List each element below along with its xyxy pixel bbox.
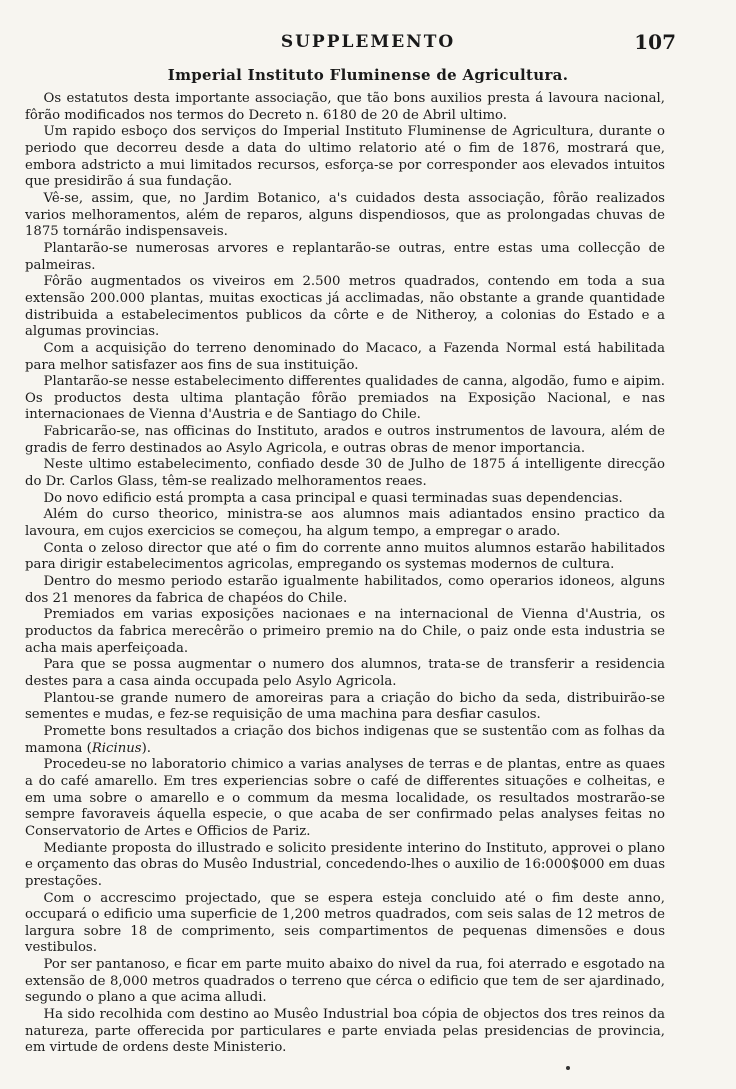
paragraph: Ha sido recolhida com destino ao Musêo Industrial boa cópia de objectos dos tres reinos da natureza, parte offerecida por particulares e parte enviada pelas presidencias de provincia, em virtude de ordens deste Ministerio. xyxy=(25,1007,665,1056)
paragraph: Além do curso theorico, ministra-se aos alumnos mais adiantados ensino practico da lavoura, em cujos exercicios se começou, ha algum tempo, a empregar o arado. xyxy=(25,507,665,540)
paragraph: Plantarão-se nesse estabelecimento differentes qualidades de canna, algodão, fumo e aipim. Os productos desta ultima plantação fôrão premiados na Exposição Nacional, e nas internacionaes de Vienna d'Austria e de Santiago do Chile. xyxy=(25,374,665,423)
species-name: Ricinus xyxy=(91,740,142,756)
running-title: SUPPLEMENTO xyxy=(280,32,456,52)
paragraph: Do novo edificio está prompta a casa principal e quasi terminadas suas dependencias. xyxy=(43,490,623,506)
article-body xyxy=(25,91,665,1057)
paragraph: Por ser pantanoso, e ficar em parte muito abaixo do nivel da rua, foi aterrado e esgotado na extensão de 8,000 metros quadrados o terreno que cérca o edificio que tem de ser ajardinado, segundo o plano a que acima alludi. xyxy=(25,957,665,1006)
paragraph: Conta o zeloso director que até o fim do corrente anno muitos alumnos estarão habilitados para dirigir estabelecimentos agricolas, empregando os systemas modernos de cultura. xyxy=(25,540,665,573)
paragraph: Os estatutos desta importante associação, que tão bons auxilios presta á lavoura nacional, fôrão modificados nos termos do Decreto n. 6180 de 20 de Abril ultimo. xyxy=(25,91,665,123)
paragraph: Fabricarão-se, nas officinas do Instituto, arados e outros instrumentos de lavoura, além de gradis de ferro destinados ao Asylo Agricola, e outras obras de menor importancia. xyxy=(25,424,665,456)
article-title: Imperial Instituto Fluminense de Agricultura. xyxy=(167,66,569,84)
footer-dot xyxy=(566,1066,570,1070)
paragraph: Com a acquisição do terreno denominado do Macaco, a Fazenda Normal está habilitada para melhor satisfazer aos fins de sua instituição. xyxy=(25,340,665,373)
page-number: 107 xyxy=(634,30,676,54)
paragraph: Plantarão-se numerosas arvores e replantarão-se outras, entre estas uma collecção de palmeiras. xyxy=(25,240,665,273)
paragraph: Fôrão augmentados os viveiros em 2.500 metros quadrados, contendo em toda a sua extensão 200.000 plantas, muitas exocticas já acclimadas, não obstante a grande quantidade distribuida a estabelecimentos publicos da côrte e de Nitheroy, a colonias do Estado e a algumas provincias. xyxy=(25,274,665,340)
paragraph: Mediante proposta do illustrado e solicito presidente interino do Instituto, approvei o plano e orçamento das obras do Musêo Industrial, concedendo-lhes o auxilio de 16:000$000 em duas prestações. xyxy=(25,840,665,889)
paragraph: Com o accrescimo projectado, que se espera esteja concluido até o fim deste anno, occupará o edificio uma superficie de 1,200 metros quadrados, com seis salas de 12 metros de largura sobre 18 de comprimento, seis compartimentos de pequenas dimensões e dous vestibulos. xyxy=(25,890,665,956)
paragraph: Vê-se, assim, que, no Jardim Botanico, a's cuidados desta associação, fôrão realizados varios melhoramentos, além de reparos, alguns dispendiosos, que as prolongadas chuvas de 1875 tornárão indispensaveis. xyxy=(25,190,665,240)
running-head xyxy=(0,30,736,58)
paragraph: Neste ultimo estabelecimento, confiado desde 30 de Julho de 1875 á intelligente direcção do Dr. Carlos Glass, têm-se realizado melhoramentos reaes. xyxy=(25,457,665,490)
paragraph: Plantou-se grande numero de amoreiras para a criação do bicho da seda, distribuirão-se sementes e mudas, e fez-se requisição de uma machina para desfiar casulos. xyxy=(25,690,665,723)
paragraph: Premiados em varias exposições nacionaes e na internacional de Vienna d'Austria, os productos da fabrica merecêrão o primeiro premio na do Chile, o paiz onde esta industria se acha mais aperfeiçoada. xyxy=(25,607,665,656)
paragraph: Dentro do mesmo periodo estarão igualmente habilitados, como operarios idoneos, alguns dos 21 menores da fabrica de chapéos do Chile. xyxy=(25,574,665,606)
paragraph: Um rapido esboço dos serviços do Imperial Instituto Fluminense de Agricultura, durante o periodo que decorreu desde a data do ultimo relatorio até o fim de 1876, mostrará que, embora adstricto a mui limitados recursos, esforça-se por corresponder aos elevados intuitos que presidirão á sua fundação. xyxy=(25,124,665,190)
paragraph: Promette bons resultados a criação dos bichos indigenas que se sustentão com as folhas da mamona (Ricinus). xyxy=(25,723,665,756)
paragraph: Procedeu-se no laboratorio chimico a varias analyses de terras e de plantas, entre as quaes a do café amarello. Em tres experiencias sobre o café de differentes situações e colheitas, e em uma sobre o amarello e o commum da mesma localidade, os resultados mostrarão-se sempre favoraveis áquella especie, o que acaba de ser confirmado pelas analyses feitas no Conservatorio de Artes e Officios de Pariz. xyxy=(25,757,665,839)
paragraph: Para que se possa augmentar o numero dos alumnos, trata-se de transferir a residencia destes para a casa ainda occupada pelo Asylo Agricola. xyxy=(25,657,665,689)
